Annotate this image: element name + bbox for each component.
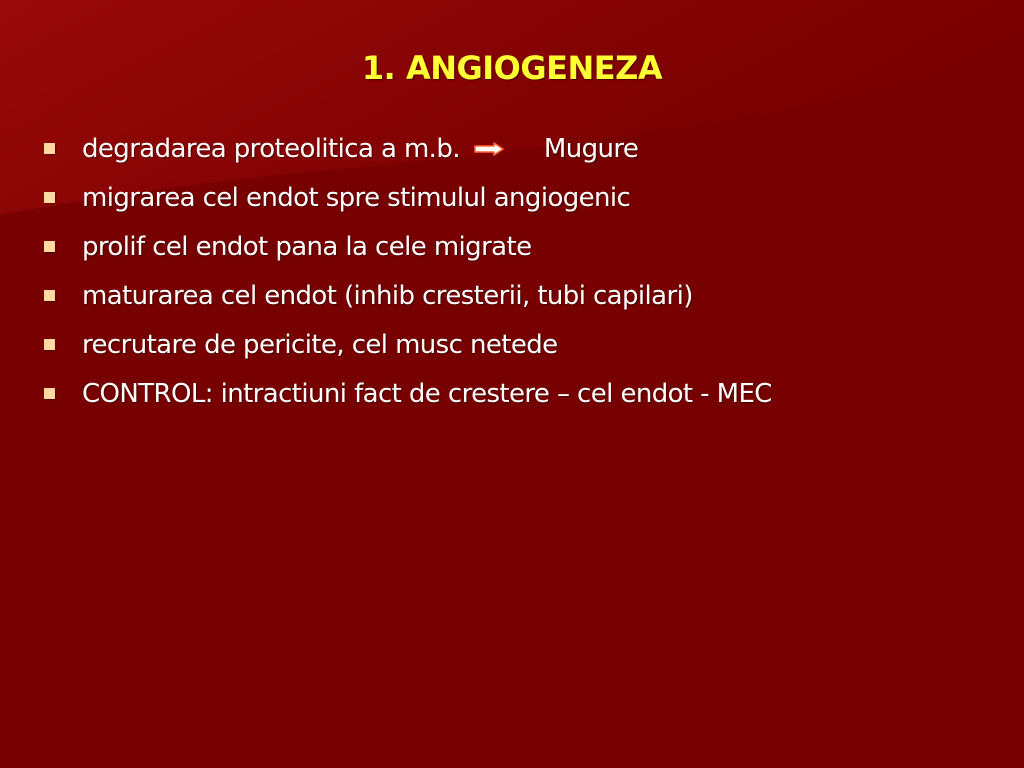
bullet-item: [44, 124, 1004, 173]
bullet-item: [44, 222, 1004, 271]
bullet-text: degradarea proteolitica a m.b.: [82, 133, 460, 164]
bullet-text: prolif cel endot pana la cele migrate: [82, 231, 532, 262]
bullet-item: [44, 320, 1004, 369]
square-bullet-icon: [44, 388, 55, 399]
square-bullet-icon: [44, 241, 55, 252]
bullet-text: maturarea cel endot (inhib cresterii, tubi capilari): [82, 280, 693, 311]
slide-title: 1. ANGIOGENEZA: [361, 49, 663, 87]
bullet-text: recrutare de pericite, cel musc netede: [82, 329, 558, 360]
bullet-item: [44, 173, 1004, 222]
bullet-list: [44, 124, 1004, 418]
square-bullet-icon: [44, 192, 55, 203]
square-bullet-icon: [44, 339, 55, 350]
bullet-arrow-target: Mugure: [543, 133, 639, 164]
bullet-text: CONTROL: intractiuni fact de crestere – cel endot - MEC: [82, 378, 772, 409]
right-arrow-icon: [474, 142, 504, 156]
square-bullet-icon: [44, 290, 55, 301]
bullet-item: [44, 369, 1004, 418]
bullet-text: migrarea cel endot spre stimulul angiogenic: [82, 182, 631, 213]
bullet-item: [44, 271, 1004, 320]
square-bullet-icon: [44, 143, 55, 154]
